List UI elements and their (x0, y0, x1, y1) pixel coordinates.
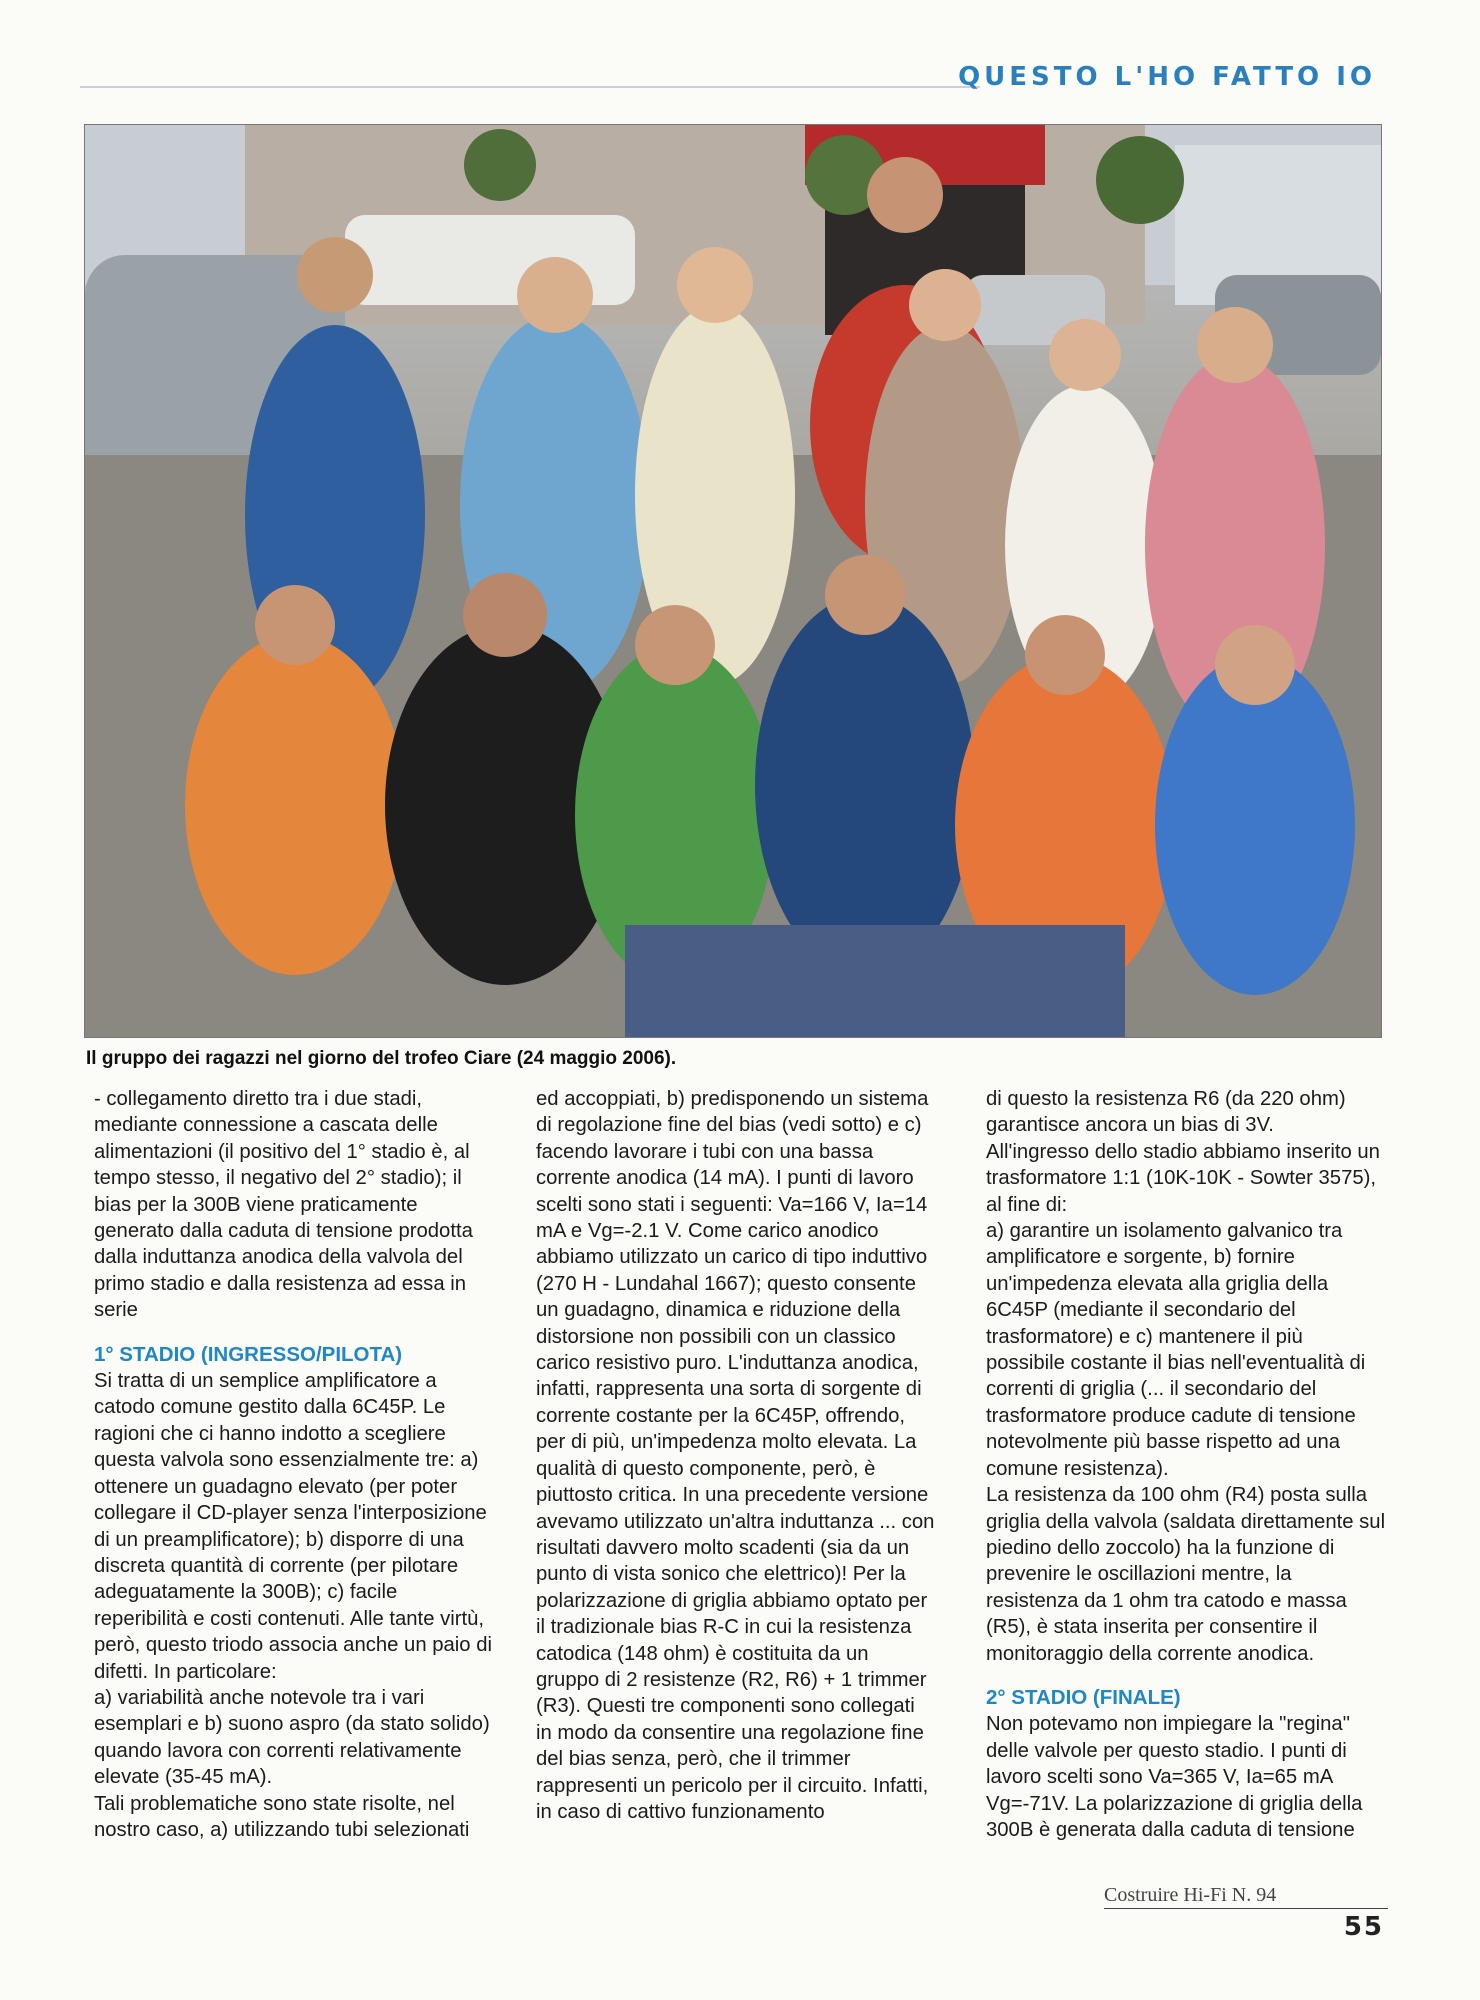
paragraph: di questo la resistenza R6 (da 220 ohm) garantisce ancora un bias di 3V. (986, 1088, 1346, 1137)
section-heading: 1° STADIO (INGRESSO/PILOTA) (94, 1342, 403, 1366)
paragraph: Non potevamo non impiegare la "regina" delle valvole per questo stadio. I punti di lavoro scelti sono Va=365 V, Ia=65 mA Vg=-71V. La polarizzazione di griglia della 300B è generata dalla caduta di tensione (986, 1713, 1363, 1841)
section-heading: 2° STADIO (FINALE) (986, 1685, 1181, 1709)
paragraph: All'ingresso dello stadio abbiamo inserito un trasformatore 1:1 (10K-10K - Sowter 3575), al fine di: (986, 1140, 1380, 1216)
paragraph: Si tratta di un semplice amplificatore a catodo comune gestito dalla 6C45P. Le ragioni che ci hanno indotto a scegliere questa valvola sono essenzialmente tre: a) ottenere un guadagno elevato (per poter collegare il CD-player senza l'interposizione di un preamplificatore); b) disporre di una discreta quantità di corrente (per pilotare adeguatamente la 300B); c) facile reperibilità e costi contenuti. Alle tante virtù, però, questo triodo associa anche un paio di difetti. In particolare: (94, 1370, 493, 1683)
paragraph: - collegamento diretto tra i due stadi, mediante connessione a cascata delle alimentazioni (il positivo del 1° stadio è, al tempo stesso, il negativo del 2° stadio); il bias per la 300B viene praticamente generato dalla caduta di tensione prodotta dalla induttanza anodica della valvola del primo stadio e dalla resistenza ad essa in serie (94, 1088, 473, 1322)
section-title: QUESTO L'HO FATTO IO (958, 62, 1376, 92)
paragraph: La resistenza da 100 ohm (R4) posta sulla griglia della valvola (saldata direttamente sul piedino dello zoccolo) ha la funzione di prevenire le oscillazioni mentre, la resistenza da 1 ohm tra catodo e massa (R5), è stata inserita per consentire il monitoraggio della corrente anodica. (986, 1484, 1386, 1665)
paragraph: a) garantire un isolamento galvanico tra amplificatore e sorgente, b) fornire un'impedenza elevata alla griglia della 6C45P (mediante il secondario del trasformatore) e c) mantenere il più possibile costante il bias nell'eventualità di correnti di griglia (... il secondario del trasformatore produce cadute di tensione notevolmente più basse rispetto ad una comune resistenza). (986, 1220, 1366, 1480)
paragraph: a) variabilità anche notevole tra i vari esemplari e b) suono aspro (da stato solido) quando lavora con correnti relativamente elevate (35-45 mA). (94, 1686, 490, 1789)
header-rule (80, 86, 980, 88)
magazine-name: Costruire Hi-Fi N. 94 (1104, 1884, 1388, 1909)
group-photo (84, 124, 1382, 1038)
column-2 (536, 1086, 936, 1825)
photo-caption: Il gruppo dei ragazzi nel giorno del trofeo Ciare (24 maggio 2006). (86, 1048, 677, 1069)
page-number: 55 (1343, 1912, 1384, 1942)
paragraph: ed accoppiati, b) predisponendo un sistema di regolazione fine del bias (vedi sotto) e c) facendo lavorare i tubi con una bassa corrente anodica (14 mA). I punti di lavoro scelti sono stati i seguenti: Va=166 V, Ia=14 mA e Vg=-2.1 V. Come carico anodico abbiamo utilizzato un carico di tipo induttivo (270 H - Lundahal 1667); questo consente un guadagno, dinamica e riduzione della distorsione non possibili con un classico carico resistivo puro. L'induttanza anodica, infatti, rappresenta una sorta di sorgente di corrente costante per la 6C45P, offrendo, per di più, un'impedenza molto elevata. La qualità di questo componente, però, è piuttosto critica. In una precedente versione avevamo utilizzato un'altra induttanza ... con risultati davvero molto scadenti (sia da un punto di vista sonico che elettrico)! Per la polarizzazione di griglia abbiamo optato per il tradizionale bias R-C in cui la resistenza catodica (148 ohm) è costituita da un gruppo di 2 resistenze (R2, R6) + 1 trimmer (R3). Questi tre componenti sono collegati in modo da consentire una regolazione fine del bias senza, però, che il trimmer rappresenti un pericolo per il circuito. Infatti, in caso di cattivo funzionamento (536, 1088, 935, 1823)
column-3 (986, 1086, 1386, 1843)
column-1 (94, 1086, 494, 1843)
paragraph: Tali problematiche sono state risolte, nel nostro caso, a) utilizzando tubi selezionati (94, 1792, 470, 1841)
